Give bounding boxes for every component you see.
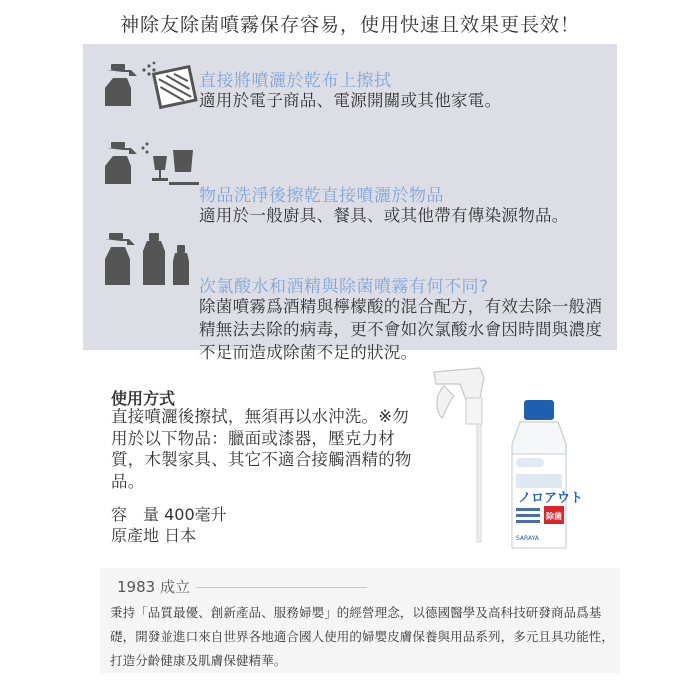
- product-tag-label: 除菌: [546, 512, 562, 521]
- usage-title: 直接將噴灑於乾布上擦拭: [199, 71, 392, 91]
- spray-cloth-icon: [97, 58, 201, 114]
- brand-about-box: [100, 568, 620, 673]
- bottles-icon: [97, 231, 201, 287]
- product-bottle-image: [420, 362, 584, 557]
- spray-dishes-icon: [97, 136, 201, 192]
- page-headline: 神除友除菌噴霧保存容易，使用快速且效果更長效！: [119, 14, 580, 36]
- usage-body: 適用於一般廚具、餐具、或其他帶有傳染源物品。: [199, 206, 569, 225]
- about-title: 1983 成立: [117, 576, 196, 597]
- product-maker-label: SARAYA: [516, 535, 539, 542]
- product-brand-label: ノロアウト: [518, 491, 584, 506]
- usage-title: 物品洗淨後擦乾直接噴灑於物品: [199, 186, 444, 206]
- spec-origin: 原產地 日本: [111, 526, 197, 545]
- method-heading: 使用方式: [111, 389, 176, 408]
- usage-panel: [83, 44, 617, 362]
- method-body: 直接噴灑後擦拭，無須再以水沖洗。※勿用於以下物品：臘面或漆器，壓克力材質，木製家具、其它不適合接觸酒精的物品。: [111, 407, 412, 491]
- about-body: 秉持「品質最優、創新產品、服務婦嬰」的經營理念，以德國醫學及高科技研發商品爲基礎，開發並進口來自世界各地適合國人使用的婦嬰皮膚保養與用品系列，多元且具功能性，打造分齡健康及肌膚保健精華。: [110, 605, 615, 668]
- usage-title: 次氯酸水和酒精與除菌噴霧有何不同?: [199, 277, 489, 297]
- usage-body: 適用於電子商品、電源開關或其他家電。: [199, 91, 502, 110]
- spec-capacity: 容 量 400毫升: [111, 505, 227, 524]
- usage-body: 除菌噴霧爲酒精與檸檬酸的混合配方，有效去除一般酒精無法去除的病毒，更不會如次氯酸水會因時間與濃度不足而造成除菌不足的狀況。: [199, 297, 603, 362]
